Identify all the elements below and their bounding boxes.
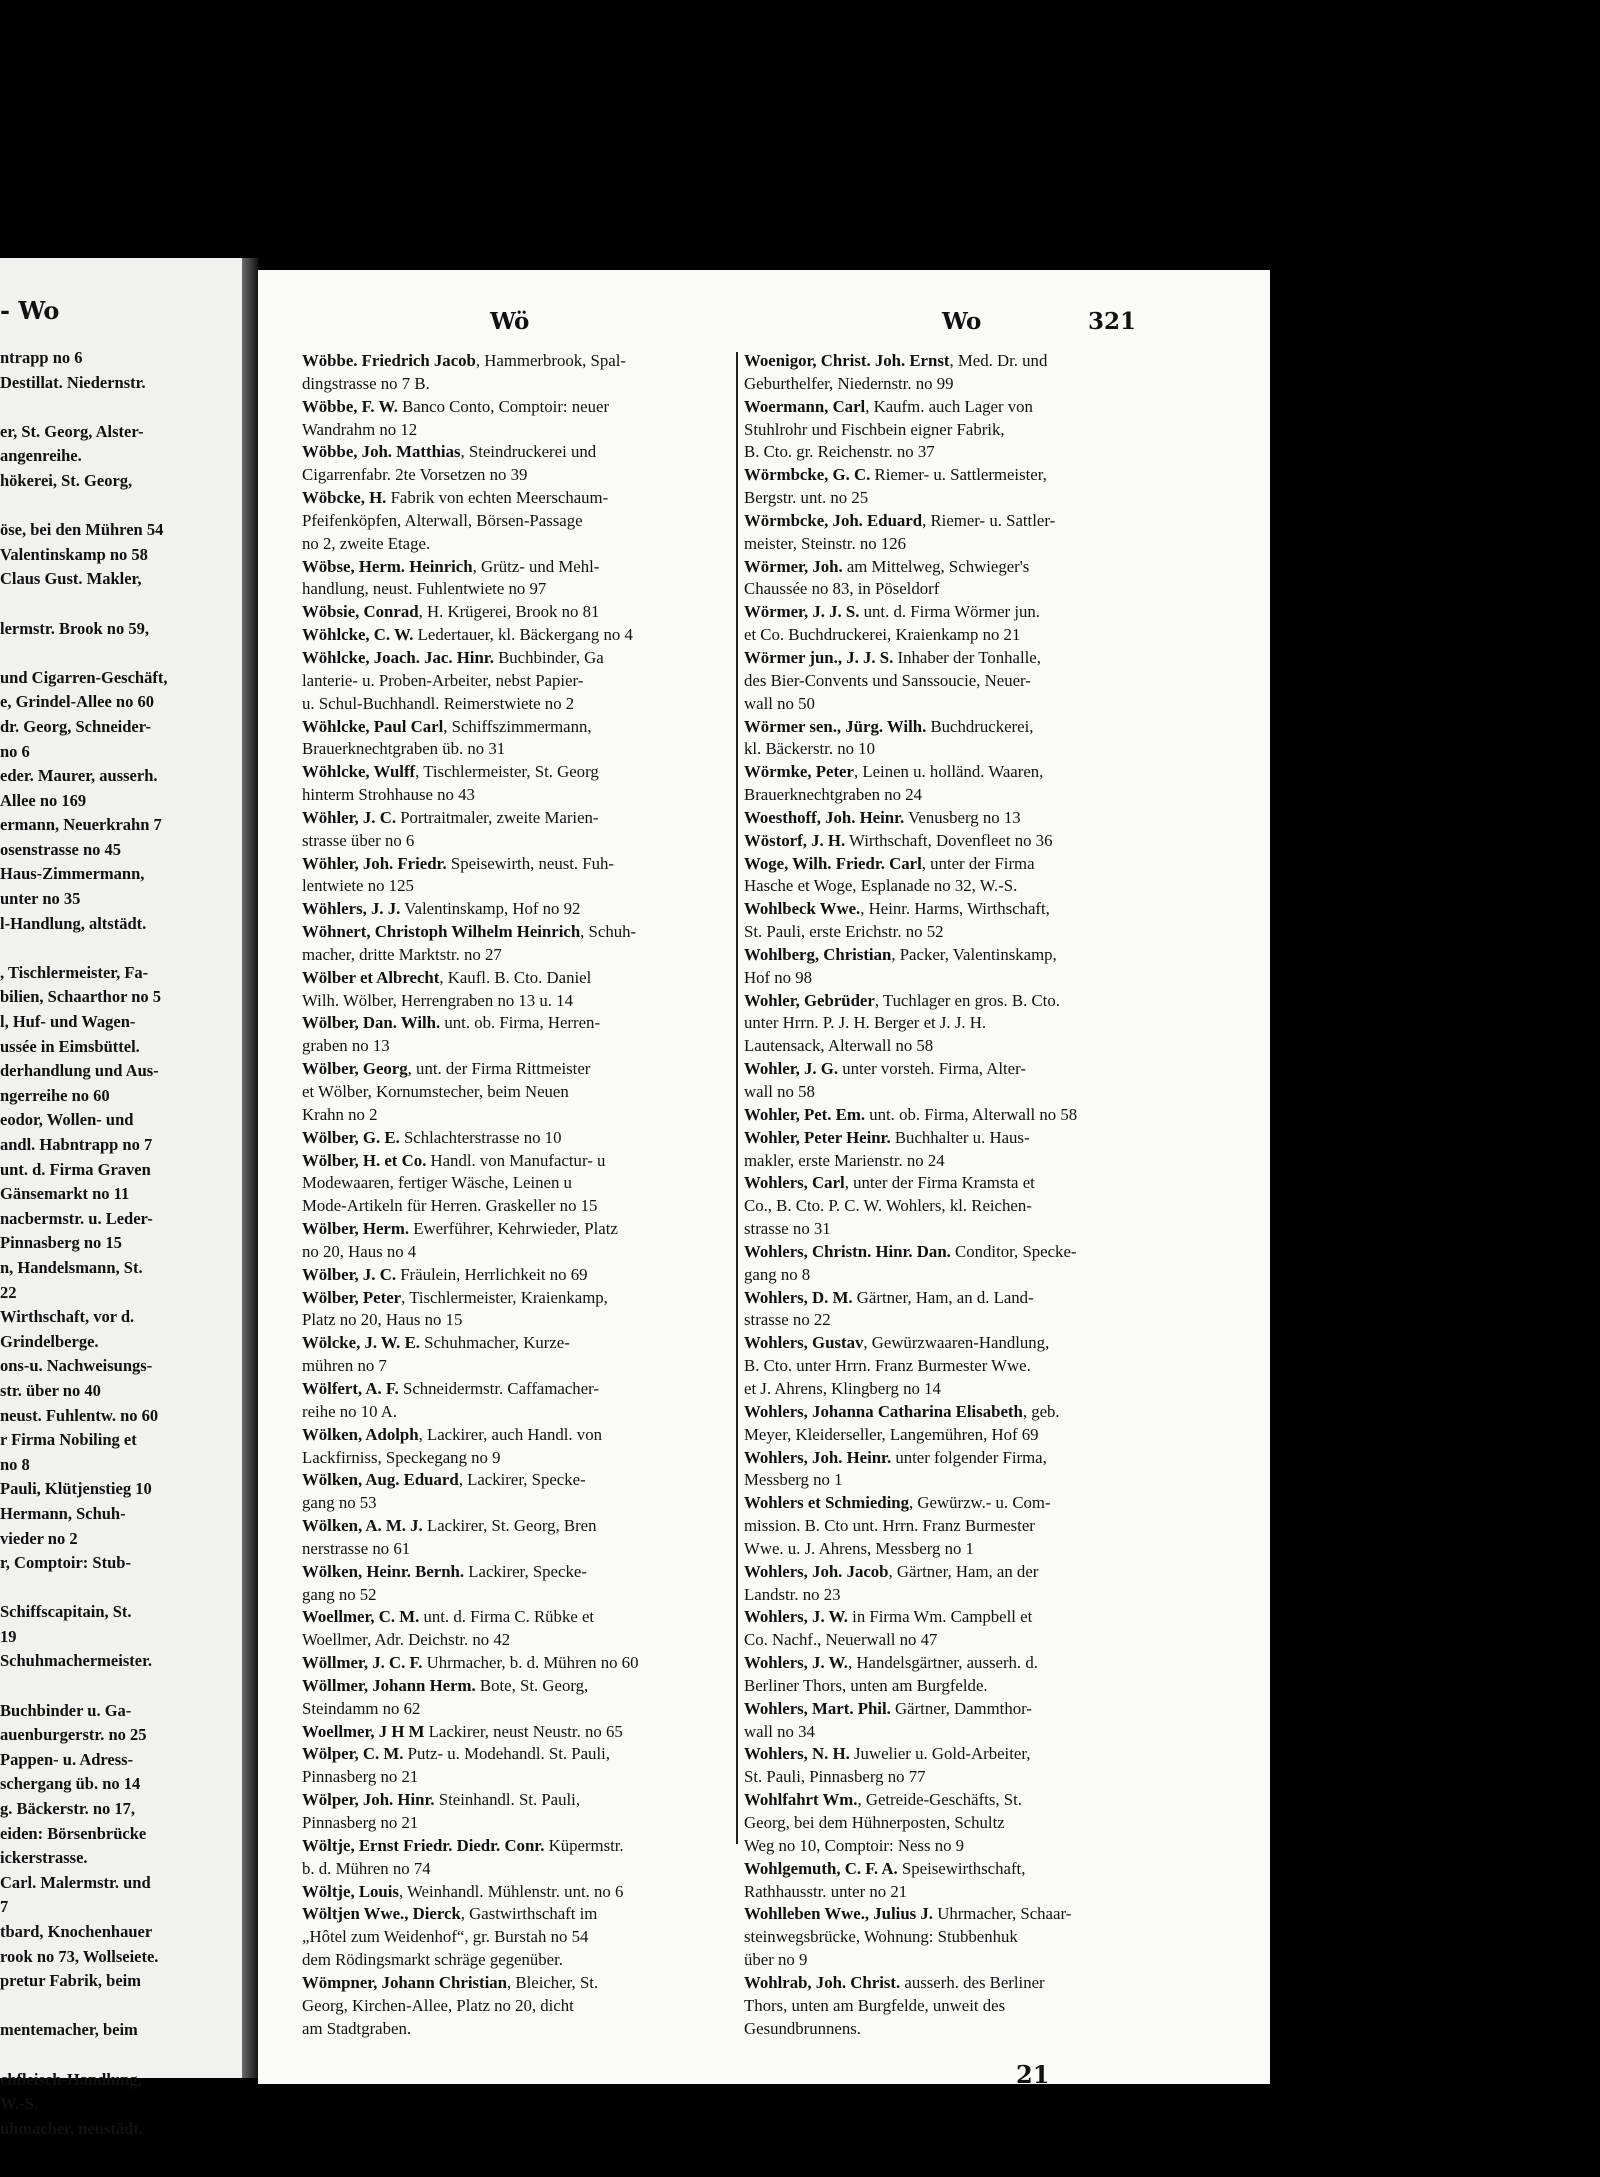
directory-line: St. Pauli, Pinnasberg no 77 bbox=[744, 1767, 926, 1787]
directory-line: Wölber, J. C. Fräulein, Herrlichkeit no 69 bbox=[302, 1264, 588, 1284]
left-page-line bbox=[0, 1994, 240, 2019]
directory-line: mission. B. Cto unt. Hrrn. Franz Burmester bbox=[744, 1516, 1035, 1536]
directory-line: Woermann, Carl, Kaufm. auch Lager von bbox=[744, 396, 1033, 416]
directory-line: Wöbcke, H. Fabrik von echten Meerschaum- bbox=[302, 488, 609, 508]
header-left-catchword: Wö bbox=[490, 308, 530, 335]
directory-line: am Stadtgraben. bbox=[302, 2018, 412, 2038]
directory-line: Wohlers, J. W. in Firma Wm. Campbell et bbox=[744, 1607, 1033, 1627]
directory-line: Geburthelfer, Niedernstr. no 99 bbox=[744, 373, 954, 393]
printer-signature-mark: 21 bbox=[1016, 2060, 1050, 2089]
directory-line: Wohler, Pet. Em. unt. ob. Firma, Alterwall no 58 bbox=[744, 1104, 1078, 1124]
left-page-line: Wirthschaft, vor d. bbox=[0, 1307, 135, 1327]
left-page-line: unter no 35 bbox=[0, 889, 81, 909]
directory-line: Wohlberg, Christian, Packer, Valentinskamp, bbox=[744, 944, 1057, 964]
left-page-line bbox=[0, 395, 240, 420]
directory-line: Brauerknechtgraben üb. no 31 bbox=[302, 739, 506, 759]
directory-line: Cigarrenfabr. 2te Vorsetzen no 39 bbox=[302, 465, 528, 485]
directory-line: Messberg no 1 bbox=[744, 1470, 843, 1490]
left-page-line: Allee no 169 bbox=[0, 790, 87, 810]
directory-line: Wohlers et Schmieding, Gewürzw.- u. Com- bbox=[744, 1493, 1051, 1513]
directory-line: Pinnasberg no 21 bbox=[302, 1813, 419, 1832]
directory-line: Wölper, Joh. Hinr. Steinhandl. St. Pauli, bbox=[302, 1790, 581, 1810]
directory-line: et Co. Buchdruckerei, Kraienkamp no 21 bbox=[744, 625, 1021, 645]
directory-line: des Bier-Convents und Sanssoucie, Neuer- bbox=[744, 670, 1031, 690]
directory-line: Hof no 98 bbox=[744, 967, 813, 987]
left-page-line: lermstr. Brook no 59, bbox=[0, 618, 149, 638]
directory-line: Wöltje, Louis, Weinhandl. Mühlenstr. unt. no 6 bbox=[302, 1881, 624, 1901]
left-page-line bbox=[0, 936, 240, 961]
directory-line: Woellmer, Adr. Deichstr. no 42 bbox=[302, 1630, 511, 1650]
directory-line: Meyer, Kleiderseller, Langemühren, Hof 69 bbox=[744, 1424, 1039, 1444]
left-page-line: e, Grindel-Allee no 60 bbox=[0, 692, 154, 712]
left-page-header: - Wo bbox=[0, 296, 60, 325]
directory-line: gang no 8 bbox=[744, 1264, 811, 1284]
left-page-line: derhandlung und Aus- bbox=[0, 1061, 159, 1081]
running-header bbox=[258, 308, 1270, 342]
left-page-line: Grindelberge. bbox=[0, 1331, 99, 1351]
left-page-line: Destillat. Niedernstr. bbox=[0, 372, 146, 392]
directory-line: u. Schul-Buchhandl. Reimerstwiete no 2 bbox=[302, 693, 575, 713]
left-page-line: ntrapp no 6 bbox=[0, 348, 83, 367]
book-gutter bbox=[242, 258, 258, 2078]
directory-line: B. Cto. gr. Reichenstr. no 37 bbox=[744, 442, 935, 462]
left-page-line: schergang üb. no 14 bbox=[0, 1774, 141, 1794]
left-page-line: er, St. Georg, Alster- bbox=[0, 421, 144, 441]
left-page-line: no 6 bbox=[0, 741, 30, 761]
directory-column-right bbox=[744, 350, 1228, 2040]
column-divider bbox=[736, 352, 738, 1844]
directory-line: Wöstorf, J. H. Wirthschaft, Dovenfleet no 36 bbox=[744, 830, 1053, 850]
directory-line: hinterm Strohhause no 43 bbox=[302, 785, 475, 805]
directory-line: Wöhlcke, Paul Carl, Schiffszimmermann, bbox=[302, 716, 592, 736]
directory-line: Wohlers, Joh. Jacob, Gärtner, Ham, an der bbox=[744, 1561, 1039, 1581]
left-page-line bbox=[0, 1674, 240, 1699]
directory-line: macher, dritte Marktstr. no 27 bbox=[302, 944, 502, 964]
directory-line: Wöhlcke, Joach. Jac. Hinr. Buchbinder, Ga bbox=[302, 647, 604, 667]
directory-line: Wöhlers, J. J. Valentinskamp, Hof no 92 bbox=[302, 899, 581, 919]
directory-line: wall no 50 bbox=[744, 693, 815, 713]
left-page-line: , Tischlermeister, Fa- bbox=[0, 962, 149, 982]
directory-line: Krahn no 2 bbox=[302, 1104, 378, 1124]
directory-line: Lautensack, Alterwall no 58 bbox=[744, 1036, 934, 1056]
directory-line: Wöhlcke, C. W. Ledertauer, kl. Bäckergang no 4 bbox=[302, 625, 633, 645]
left-page-line bbox=[0, 494, 240, 519]
left-page-line: nacbermstr. u. Leder- bbox=[0, 1208, 153, 1228]
left-page-line: ons-u. Nachweisungs- bbox=[0, 1356, 153, 1376]
left-page-line bbox=[0, 2043, 240, 2068]
left-page-line: ickerstrasse. bbox=[0, 1848, 88, 1868]
directory-line: Wöbse, Herm. Heinrich, Grütz- und Mehl- bbox=[302, 556, 600, 576]
directory-line: Wohlers, D. M. Gärtner, Ham, an d. Land- bbox=[744, 1287, 1034, 1307]
left-page-line: 7 bbox=[0, 1897, 9, 1917]
directory-line: Wörmbcke, G. C. Riemer- u. Sattlermeister, bbox=[744, 465, 1047, 485]
left-page-line: ussée in Eimsbüttel. bbox=[0, 1036, 140, 1056]
directory-line: Modewaaren, fertiger Wäsche, Leinen u bbox=[302, 1173, 572, 1193]
directory-line: graben no 13 bbox=[302, 1036, 390, 1056]
directory-line: dingstrasse no 7 B. bbox=[302, 373, 430, 393]
directory-line: Wandrahm no 12 bbox=[302, 419, 418, 439]
page-number: 321 bbox=[1088, 308, 1137, 335]
directory-line: Berliner Thors, unten am Burgfelde. bbox=[744, 1675, 988, 1695]
left-page-line: r, Comptoir: Stub- bbox=[0, 1553, 131, 1573]
directory-line: lentwiete no 125 bbox=[302, 876, 414, 896]
left-page-line: 19 bbox=[0, 1626, 17, 1646]
directory-line: Wölber, Peter, Tischlermeister, Kraienkamp, bbox=[302, 1287, 608, 1307]
directory-line: Wohlers, Carl, unter der Firma Kramsta et bbox=[744, 1173, 1035, 1193]
directory-line: Wölber, H. et Co. Handl. von Manufactur- u bbox=[302, 1150, 606, 1170]
left-page-line: 22 bbox=[0, 1282, 17, 1302]
directory-line: Woenigor, Christ. Joh. Ernst, Med. Dr. und bbox=[744, 351, 1048, 370]
left-page-line: n, Handelsmann, St. bbox=[0, 1257, 143, 1277]
directory-line: Wörmke, Peter, Leinen u. holländ. Waaren, bbox=[744, 762, 1044, 782]
directory-line: Wöhlcke, Wulff, Tischlermeister, St. Georg bbox=[302, 762, 599, 782]
directory-line: Gesundbrunnens. bbox=[744, 2018, 861, 2038]
directory-line: Wölken, Heinr. Bernh. Lackirer, Specke- bbox=[302, 1561, 587, 1581]
directory-line: Wohlers, Joh. Heinr. unter folgender Firma, bbox=[744, 1447, 1047, 1467]
directory-line: Brauerknechtgraben no 24 bbox=[744, 785, 922, 805]
left-page-line: chfleisch-Handlung, bbox=[0, 2069, 142, 2089]
directory-line: unter Hrrn. P. J. H. Berger et J. J. H. bbox=[744, 1013, 987, 1033]
left-page-line: andl. Habntrapp no 7 bbox=[0, 1135, 153, 1154]
directory-line: Thors, unten am Burgfelde, unweit des bbox=[744, 1995, 1006, 2015]
directory-line: über no 9 bbox=[744, 1950, 808, 1970]
left-page-line: tbard, Knochenhauer bbox=[0, 1922, 153, 1941]
directory-line: Wörmer jun., J. J. S. Inhaber der Tonhalle, bbox=[744, 647, 1041, 667]
directory-line: no 2, zweite Etage. bbox=[302, 533, 431, 553]
directory-line: Platz no 20, Haus no 15 bbox=[302, 1310, 463, 1330]
directory-line: no 20, Haus no 4 bbox=[302, 1241, 417, 1261]
left-page-text bbox=[0, 346, 240, 2141]
left-page-line: g. Bäckerstr. no 17, bbox=[0, 1799, 136, 1819]
directory-line: mühren no 7 bbox=[302, 1356, 387, 1376]
left-page-line: rook no 73, Wollseiete. bbox=[0, 1946, 159, 1966]
directory-line: Landstr. no 23 bbox=[744, 1584, 841, 1604]
directory-line: Wöbbe, Joh. Matthias, Steindruckerei und bbox=[302, 442, 597, 462]
directory-column-left bbox=[302, 350, 772, 2040]
left-page-line: Gänsemarkt no 11 bbox=[0, 1184, 130, 1204]
directory-line: Rathhausstr. unter no 21 bbox=[744, 1881, 908, 1901]
left-page-line: unt. d. Firma Graven bbox=[0, 1159, 151, 1179]
directory-line: Wöllmer, Johann Herm. Bote, St. Georg, bbox=[302, 1675, 589, 1695]
directory-line: wall no 58 bbox=[744, 1082, 815, 1101]
directory-line: Wölken, Aug. Eduard, Lackirer, Specke- bbox=[302, 1470, 586, 1490]
directory-line: strasse über no 6 bbox=[302, 830, 415, 850]
left-page-line: ermann, Neuerkrahn 7 bbox=[0, 815, 162, 835]
directory-line: Wohlgemuth, C. F. A. Speisewirthschaft, bbox=[744, 1858, 1026, 1878]
left-page-line: öse, bei den Mühren 54 bbox=[0, 520, 164, 540]
right-page bbox=[258, 270, 1270, 2089]
directory-line: Wohlers, Johanna Catharina Elisabeth, geb. bbox=[744, 1401, 1060, 1421]
directory-line: Woge, Wilh. Friedr. Carl, unter der Firma bbox=[744, 853, 1035, 873]
left-page-line: und Cigarren-Geschäft, bbox=[0, 667, 168, 687]
directory-line: Wölcke, J. W. E. Schuhmacher, Kurze- bbox=[302, 1333, 570, 1353]
directory-line: Georg, bei dem Hühnerposten, Schultz bbox=[744, 1813, 1005, 1832]
header-right-catchword: Wo bbox=[942, 308, 982, 335]
left-page-line bbox=[0, 641, 240, 666]
directory-line: Wöltjen Wwe., Dierck, Gastwirthschaft im bbox=[302, 1904, 598, 1924]
directory-line: Wohlfahrt Wm., Getreide-Geschäfts, St. bbox=[744, 1790, 1022, 1810]
directory-line: Wohlers, Gustav, Gewürzwaaren-Handlung, bbox=[744, 1333, 1050, 1353]
directory-line: kl. Bäckerstr. no 10 bbox=[744, 739, 875, 759]
directory-line: Wöbsie, Conrad, H. Krügerei, Brook no 81 bbox=[302, 602, 600, 622]
left-page-line: neust. Fuhlentw. no 60 bbox=[0, 1405, 159, 1425]
left-page-line: ngerreihe no 60 bbox=[0, 1085, 110, 1105]
left-page-line: Carl. Malermstr. und bbox=[0, 1872, 151, 1892]
left-page-line: osenstrasse no 45 bbox=[0, 839, 122, 859]
left-page-line: pretur Fabrik, beim bbox=[0, 1971, 142, 1991]
directory-line: et Wölber, Kornumstecher, beim Neuen bbox=[302, 1082, 569, 1101]
directory-line: reihe no 10 A. bbox=[302, 1401, 398, 1421]
left-page-line: no 8 bbox=[0, 1454, 30, 1474]
directory-line: Co., B. Cto. P. C. W. Wohlers, kl. Reichen- bbox=[744, 1196, 1032, 1216]
directory-line: Bergstr. unt. no 25 bbox=[744, 488, 869, 508]
directory-line: Co. Nachf., Neuerwall no 47 bbox=[744, 1630, 938, 1650]
left-page-fragment bbox=[0, 258, 242, 2138]
left-page-line: Schiffscapitain, St. bbox=[0, 1602, 132, 1622]
left-page-line: Pinnasberg no 15 bbox=[0, 1233, 122, 1253]
directory-line: Wöhler, J. C. Portraitmaler, zweite Marien- bbox=[302, 807, 599, 827]
directory-line: strasse no 22 bbox=[744, 1310, 831, 1330]
left-page-line: r Firma Nobiling et bbox=[0, 1430, 137, 1450]
left-page-line: W.-S. bbox=[0, 2094, 38, 2114]
left-page-line: Pappen- u. Adress- bbox=[0, 1749, 134, 1769]
directory-line: Wöltje, Ernst Friedr. Diedr. Conr. Küpermstr. bbox=[302, 1835, 624, 1855]
left-page-line: uhmacher, neustädt. bbox=[0, 2118, 143, 2138]
left-page-line: Buchbinder u. Ga- bbox=[0, 1700, 132, 1720]
left-page-line: hökerei, St. Georg, bbox=[0, 470, 133, 490]
directory-line: Wölber, Georg, unt. der Firma Rittmeister bbox=[302, 1059, 591, 1079]
directory-line: Wöhler, Joh. Friedr. Speisewirth, neust. Fuh- bbox=[302, 853, 615, 873]
directory-line: Steindamm no 62 bbox=[302, 1698, 421, 1718]
directory-line: b. d. Mühren no 74 bbox=[302, 1858, 431, 1878]
directory-line: Georg, Kirchen-Allee, Platz no 20, dicht bbox=[302, 1995, 574, 2015]
left-page-line bbox=[0, 592, 240, 617]
directory-line: Pinnasberg no 21 bbox=[302, 1767, 419, 1787]
directory-line: Wörmer, J. J. S. unt. d. Firma Wörmer jun. bbox=[744, 602, 1040, 622]
directory-line: Wölken, Adolph, Lackirer, auch Handl. von bbox=[302, 1424, 602, 1444]
left-page-line: Valentinskamp no 58 bbox=[0, 544, 148, 564]
directory-line: handlung, neust. Fuhlentwiete no 97 bbox=[302, 579, 547, 599]
left-page-line: Hermann, Schuh- bbox=[0, 1503, 126, 1523]
directory-line: Wohler, Peter Heinr. Buchhalter u. Haus- bbox=[744, 1127, 1030, 1147]
directory-line: Wölken, A. M. J. Lackirer, St. Georg, Bren bbox=[302, 1516, 597, 1536]
left-page-line: eder. Maurer, ausserh. bbox=[0, 766, 158, 786]
left-page-line: Pauli, Klütjenstieg 10 bbox=[0, 1479, 152, 1499]
directory-line: Wörmer, Joh. am Mittelweg, Schwieger's bbox=[744, 556, 1030, 576]
directory-line: Lackfirniss, Speckegang no 9 bbox=[302, 1447, 501, 1467]
directory-line: Chaussée no 83, in Pöseldorf bbox=[744, 579, 940, 599]
directory-line: Mode-Artikeln für Herren. Graskeller no 15 bbox=[302, 1196, 598, 1216]
directory-line: Wöbbe, F. W. Banco Conto, Comptoir: neuer bbox=[302, 396, 610, 416]
directory-line: Hasche et Woge, Esplanade no 32, W.-S. bbox=[744, 876, 1018, 896]
directory-line: Woellmer, C. M. unt. d. Firma C. Rübke et bbox=[302, 1607, 595, 1627]
directory-line: wall no 34 bbox=[744, 1721, 815, 1741]
directory-line: St. Pauli, erste Erichstr. no 52 bbox=[744, 922, 944, 942]
directory-line: Stuhlrohr und Fischbein eigner Fabrik, bbox=[744, 419, 1005, 439]
directory-line: „Hôtel zum Weidenhof“, gr. Burstah no 54 bbox=[302, 1927, 589, 1947]
directory-line: meister, Steinstr. no 126 bbox=[744, 533, 907, 553]
directory-line: Wölber, Dan. Wilh. unt. ob. Firma, Herren- bbox=[302, 1013, 601, 1033]
directory-line: B. Cto. unter Hrrn. Franz Burmester Wwe. bbox=[744, 1356, 1031, 1376]
directory-line: Wölber, Herm. Ewerführer, Kehrwieder, Platz bbox=[302, 1219, 618, 1239]
left-page-line: dr. Georg, Schneider- bbox=[0, 716, 151, 736]
directory-line: Wohlers, N. H. Juwelier u. Gold-Arbeiter, bbox=[744, 1744, 1031, 1764]
directory-line: Weg no 10, Comptoir: Ness no 9 bbox=[744, 1835, 965, 1855]
directory-line: Wwe. u. J. Ahrens, Messberg no 1 bbox=[744, 1538, 974, 1558]
directory-line: Pfeifenköpfen, Alterwall, Börsen-Passage bbox=[302, 510, 583, 530]
directory-line: Woellmer, J H M Lackirer, neust Neustr. no 65 bbox=[302, 1721, 623, 1741]
directory-line: Wölber, G. E. Schlachterstrasse no 10 bbox=[302, 1127, 562, 1147]
left-page-line: l, Huf- und Wagen- bbox=[0, 1012, 136, 1032]
directory-line: Wörmbcke, Joh. Eduard, Riemer- u. Sattler- bbox=[744, 510, 1056, 530]
directory-line: gang no 53 bbox=[302, 1493, 377, 1513]
directory-line: Wohler, Gebrüder, Tuchlager en gros. B. Cto. bbox=[744, 990, 1060, 1010]
left-page-line: mentemacher, beim bbox=[0, 2020, 138, 2040]
directory-line: lanterie- u. Proben-Arbeiter, nebst Papier- bbox=[302, 670, 584, 690]
directory-line: Wöllmer, J. C. F. Uhrmacher, b. d. Mühren no 60 bbox=[302, 1653, 639, 1673]
directory-line: Wömpner, Johann Christian, Bleicher, St. bbox=[302, 1972, 599, 1992]
directory-line: Wölber et Albrecht, Kaufl. B. Cto. Daniel bbox=[302, 967, 592, 987]
directory-line: Wöbbe. Friedrich Jacob, Hammerbrook, Spal- bbox=[302, 351, 626, 370]
directory-line: strasse no 31 bbox=[744, 1219, 831, 1239]
left-page-line: angenreihe. bbox=[0, 446, 82, 466]
directory-line: Wohlers, J. W., Handelsgärtner, ausserh. d. bbox=[744, 1653, 1038, 1673]
directory-line: Woesthoff, Joh. Heinr. Venusberg no 13 bbox=[744, 807, 1021, 827]
directory-line: makler, erste Marienstr. no 24 bbox=[744, 1150, 945, 1170]
left-page-line: eiden: Börsenbrücke bbox=[0, 1823, 147, 1843]
directory-line: Wohlrab, Joh. Christ. ausserh. des Berliner bbox=[744, 1972, 1045, 1992]
left-page-line: Schuhmachermeister. bbox=[0, 1651, 152, 1671]
left-page-line: Haus-Zimmermann, bbox=[0, 864, 145, 884]
left-page-line: auenburgerstr. no 25 bbox=[0, 1725, 147, 1745]
directory-line: Wölfert, A. F. Schneidermstr. Caffamacher- bbox=[302, 1378, 599, 1398]
left-page-line: eodor, Wollen- und bbox=[0, 1110, 134, 1130]
directory-line: Wölper, C. M. Putz- u. Modehandl. St. Pauli, bbox=[302, 1744, 610, 1764]
directory-line: Wilh. Wölber, Herrengraben no 13 u. 14 bbox=[302, 990, 573, 1010]
directory-line: steinwegsbrücke, Wohnung: Stubbenhuk bbox=[744, 1927, 1018, 1947]
directory-line: Wöhnert, Christoph Wilhelm Heinrich, Schuh- bbox=[302, 922, 637, 942]
directory-line: Wohlers, Christn. Hinr. Dan. Conditor, Specke- bbox=[744, 1241, 1077, 1261]
left-page-line: Claus Gust. Makler, bbox=[0, 569, 142, 589]
left-page-line: l-Handlung, altstädt. bbox=[0, 913, 147, 933]
left-page-line bbox=[0, 1576, 240, 1601]
directory-line: nerstrasse no 61 bbox=[302, 1538, 411, 1558]
directory-line: dem Rödingsmarkt schräge gegenüber. bbox=[302, 1950, 563, 1970]
directory-line: Wohlers, Mart. Phil. Gärtner, Dammthor- bbox=[744, 1698, 1032, 1718]
left-page-line: vieder no 2 bbox=[0, 1528, 78, 1548]
directory-line: Wörmer sen., Jürg. Wilh. Buchdruckerei, bbox=[744, 716, 1034, 736]
directory-line: Wohlleben Wwe., Julius J. Uhrmacher, Schaar- bbox=[744, 1904, 1072, 1924]
directory-line: gang no 52 bbox=[302, 1584, 377, 1604]
left-page-line: bilien, Schaarthor no 5 bbox=[0, 987, 162, 1007]
directory-line: Wohler, J. G. unter vorsteh. Firma, Alter- bbox=[744, 1059, 1026, 1079]
directory-line: et J. Ahrens, Klingberg no 14 bbox=[744, 1378, 941, 1398]
left-page-line: str. über no 40 bbox=[0, 1380, 101, 1400]
directory-line: Wohlbeck Wwe., Heinr. Harms, Wirthschaft, bbox=[744, 899, 1050, 919]
